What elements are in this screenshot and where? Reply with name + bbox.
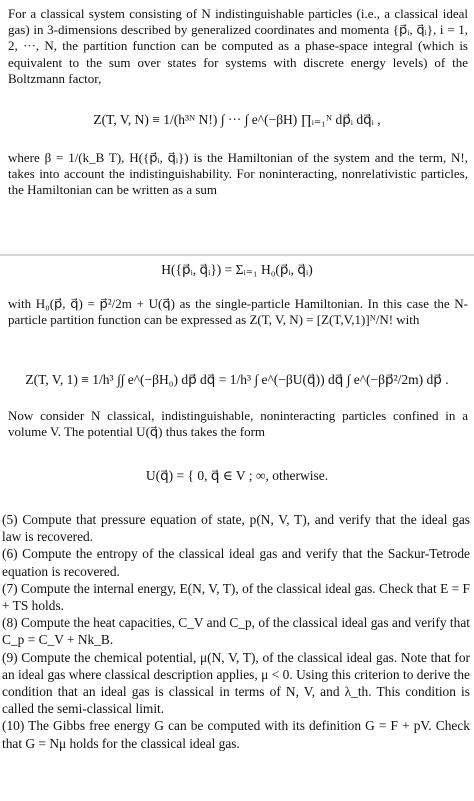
eq3-text: Z(T, V, 1) ≡ 1/h³ ∫∫ e^(−βH₀) dp⃗ dq⃗ = 1/h³ ∫ e^(−βU(q⃗)) dq⃗ ∫ e^(−βp⃗²/2m) dp⃗ . — [25, 372, 449, 387]
eq1-text: Z(T, V, N) ≡ 1/(h³ᴺ N!) ∫ ··· ∫ e^(−βH) ∏ᵢ₌₁ᴺ dp⃗ᵢ dq⃗ᵢ , — [93, 112, 381, 127]
potential-equation — [0, 468, 474, 484]
eq4-text: U(q⃗) = { 0, q⃗ ∈ V ; ∞, otherwise. — [145, 468, 329, 483]
with-paragraph — [8, 296, 468, 328]
problem-5: (5) Compute that pressure equation of state, p(N, V, T), and verify that the ideal gas law is recovered. — [2, 512, 470, 545]
partition-function-equation — [0, 112, 474, 128]
page-divider — [0, 254, 474, 256]
problem-8: (8) Compute the heat capacities, C_V and C_p, of the classical ideal gas and verify that C_p = C_V + Nk_B. — [2, 615, 470, 648]
consider-text: Now consider N classical, indistinguishable, noninteracting particles confined in a volume V. The potential U(q⃗) thus takes the form — [8, 408, 468, 440]
problem-6: (6) Compute the entropy of the classical ideal gas and verify that the Sackur-Tetrode equation is recovered. — [2, 546, 470, 579]
where-paragraph — [8, 150, 468, 199]
problem-list — [2, 511, 470, 752]
where-text: where β = 1/(k_B T), H({p⃗ᵢ, q⃗ᵢ}) is the Hamiltonian of the system and the term, N!, takes into account the indistinguishability. For noninteracting, nonrelativistic particles, the Hamiltonian can be written as a sum — [8, 150, 468, 198]
intro-text: For a classical system consisting of N indistinguishable particles (i.e., a classical ideal gas) in 3-dimensions described by generalized coordinates and momenta {p⃗ᵢ, q⃗ᵢ}, i = 1, 2, ···, N, the partition function can be computed as a phase-space integral (which is equivalent to the sum over states for systems with discrete energy levels) of the Boltzmann factor, — [8, 6, 468, 86]
problem-7: (7) Compute the internal energy, E(N, V, T), of the classical ideal gas. Check that E = F + TS holds. — [2, 580, 470, 614]
intro-paragraph — [8, 6, 468, 87]
hamiltonian-sum-equation — [0, 262, 474, 278]
consider-paragraph — [8, 408, 468, 440]
with-text: with H₀(p⃗, q⃗) = p⃗²/2m + U(q⃗) as the single-particle Hamiltonian. In this case the N-particle partition function can be expressed as Z(T, V, N) = [Z(T,V,1)]ᴺ/N! with — [8, 296, 468, 328]
eq2-text: H({p⃗ᵢ, q⃗ᵢ}) = Σᵢ₌₁ H₀(p⃗ᵢ, q⃗ᵢ) — [161, 262, 313, 277]
problem-10: (10) The Gibbs free energy G can be computed with its definition G = F + pV. Check that G = Nμ holds for the classical ideal gas. — [2, 718, 470, 751]
problem-9: (9) Compute the chemical potential, μ(N, V, T), of the classical ideal gas. Note that for an ideal gas where classical description applies, μ < 0. Using this criterion to derive the condition that an ideal gas is classical in terms of N, V, and λ_th. This condition is called the semi-classical limit. — [2, 649, 470, 717]
single-particle-partition-equation — [0, 372, 474, 388]
